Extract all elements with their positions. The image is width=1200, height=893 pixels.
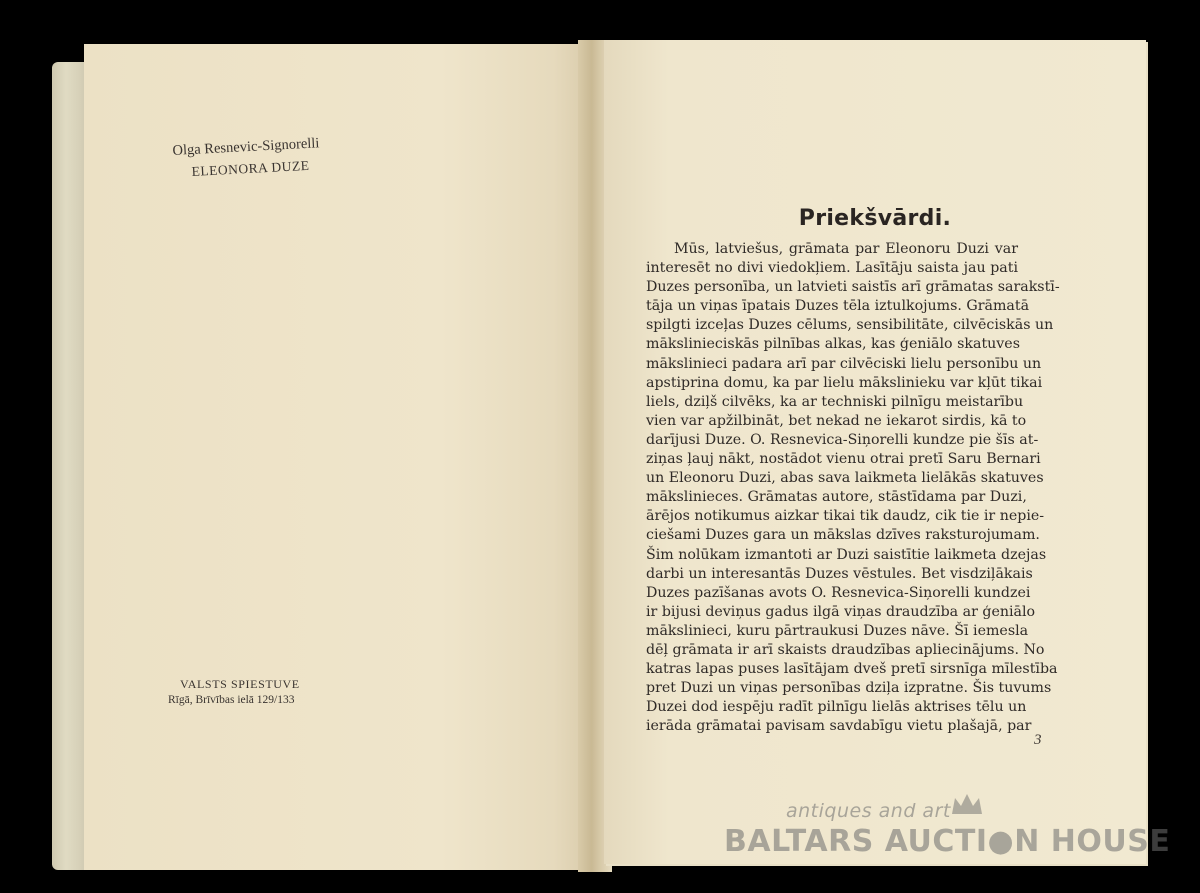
text-line: Duzes pazīšanas avots O. Resnevica-Siņorelli kundzei	[646, 584, 1031, 601]
imprint-address: Rīgā, Brīvības ielā 129/133	[168, 694, 295, 706]
text-line: Duzei dod iespēju radīt pilnīgu lielās aktrises tēlu un	[646, 699, 1027, 716]
body-text	[646, 240, 1060, 736]
watermark	[724, 800, 1171, 870]
text-line: ziņas ļauj nākt, nostādot vienu otrai pretī Saru Bernari	[646, 451, 1041, 468]
book-title: ELEONORA DUZE	[191, 157, 310, 180]
text-line: mākslinieces. Grāmatas autore, stāstīdama par Duzi,	[646, 489, 1027, 506]
text-line: darbi un interesantās Duzes vēstules. Bet visdziļākais	[646, 565, 1033, 582]
text-line: interesēt no divi viedokļiem. Lasītāju saista jau pati	[646, 260, 1018, 277]
text-line: apstiprina domu, ka par lielu mākslinieku var kļūt tikai	[646, 374, 1043, 391]
text-line: Šim nolūkam izmantoti ar Duzi saistītie laikmeta dzejas	[646, 546, 1047, 563]
watermark-brand: BALTARS AUCTI●N HOUSE	[724, 824, 1171, 859]
text-line: ierāda grāmatai pavisam savdabīgu vietu plašajā, par	[646, 718, 1032, 735]
printer-imprint	[168, 676, 318, 708]
half-title-block	[172, 131, 344, 184]
text-line: darījusi Duze. O. Resnevica-Siņorelli kundze pie šīs at-	[646, 431, 1039, 448]
text-line: Mūs, latviešus, grāmata par Eleonoru Duzi var	[674, 241, 1018, 257]
text-line: ir bijusi deviņus gadus ilgā viņas draudzība ar ģeniālo	[646, 603, 1036, 620]
text-line: un Eleonoru Duzi, abas sava laikmeta lielākās skatuves	[646, 470, 1044, 487]
chapter-heading: Priekšvārdi.	[798, 206, 952, 231]
text-line: dēļ grāmata ir arī skaists draudzības apliecinājums. No	[646, 641, 1045, 658]
text-line: vien var apžilbināt, bet nekad ne iekarot sirdis, kā to	[646, 412, 1027, 429]
text-line: katras lapas puses lasītājam dveš pretī sirsnīga mīlestība	[646, 661, 1058, 678]
imprint-name: VALSTS SPIESTUVE	[180, 677, 300, 691]
watermark-tagline: antiques and art	[786, 800, 951, 822]
text-line: mākslinieci padara arī par cilvēciski lielu personību un	[646, 355, 1042, 372]
text-line: ciešami Duzes gara un mākslas dzīves raksturojumam.	[646, 527, 1040, 544]
text-line: tāja un viņas īpatais Duzes tēla iztulkojums. Grāmatā	[646, 298, 1030, 315]
text-line: mākslinieci, kuru pārtraukusi Duzes nāve. Šī iemesla	[646, 622, 1029, 639]
page-number: 3	[1034, 732, 1042, 748]
text-line: Duzes personība, un latvieti saistīs arī grāmatas sarakstī-	[646, 279, 1060, 296]
text-line: ārējos notikumus aizkar tikai tik daudz, cik tie ir nepie-	[646, 508, 1045, 525]
text-line: mākslinieciskās pilnības alkas, kas ģeniālo skatuves	[646, 336, 1020, 353]
text-line: pret Duzi un viņas personības dziļa izpratne. Šis tuvums	[646, 680, 1052, 697]
author-name: Olga Resnevic-Signorelli	[172, 135, 320, 159]
text-line: spilgti izceļas Duzes cēlums, sensibilitāte, cilvēciskās un	[646, 317, 1054, 334]
text-line: liels, dziļš cilvēks, ka ar techniski pilnīgu meistarību	[646, 393, 1024, 410]
crown-icon	[950, 792, 984, 816]
